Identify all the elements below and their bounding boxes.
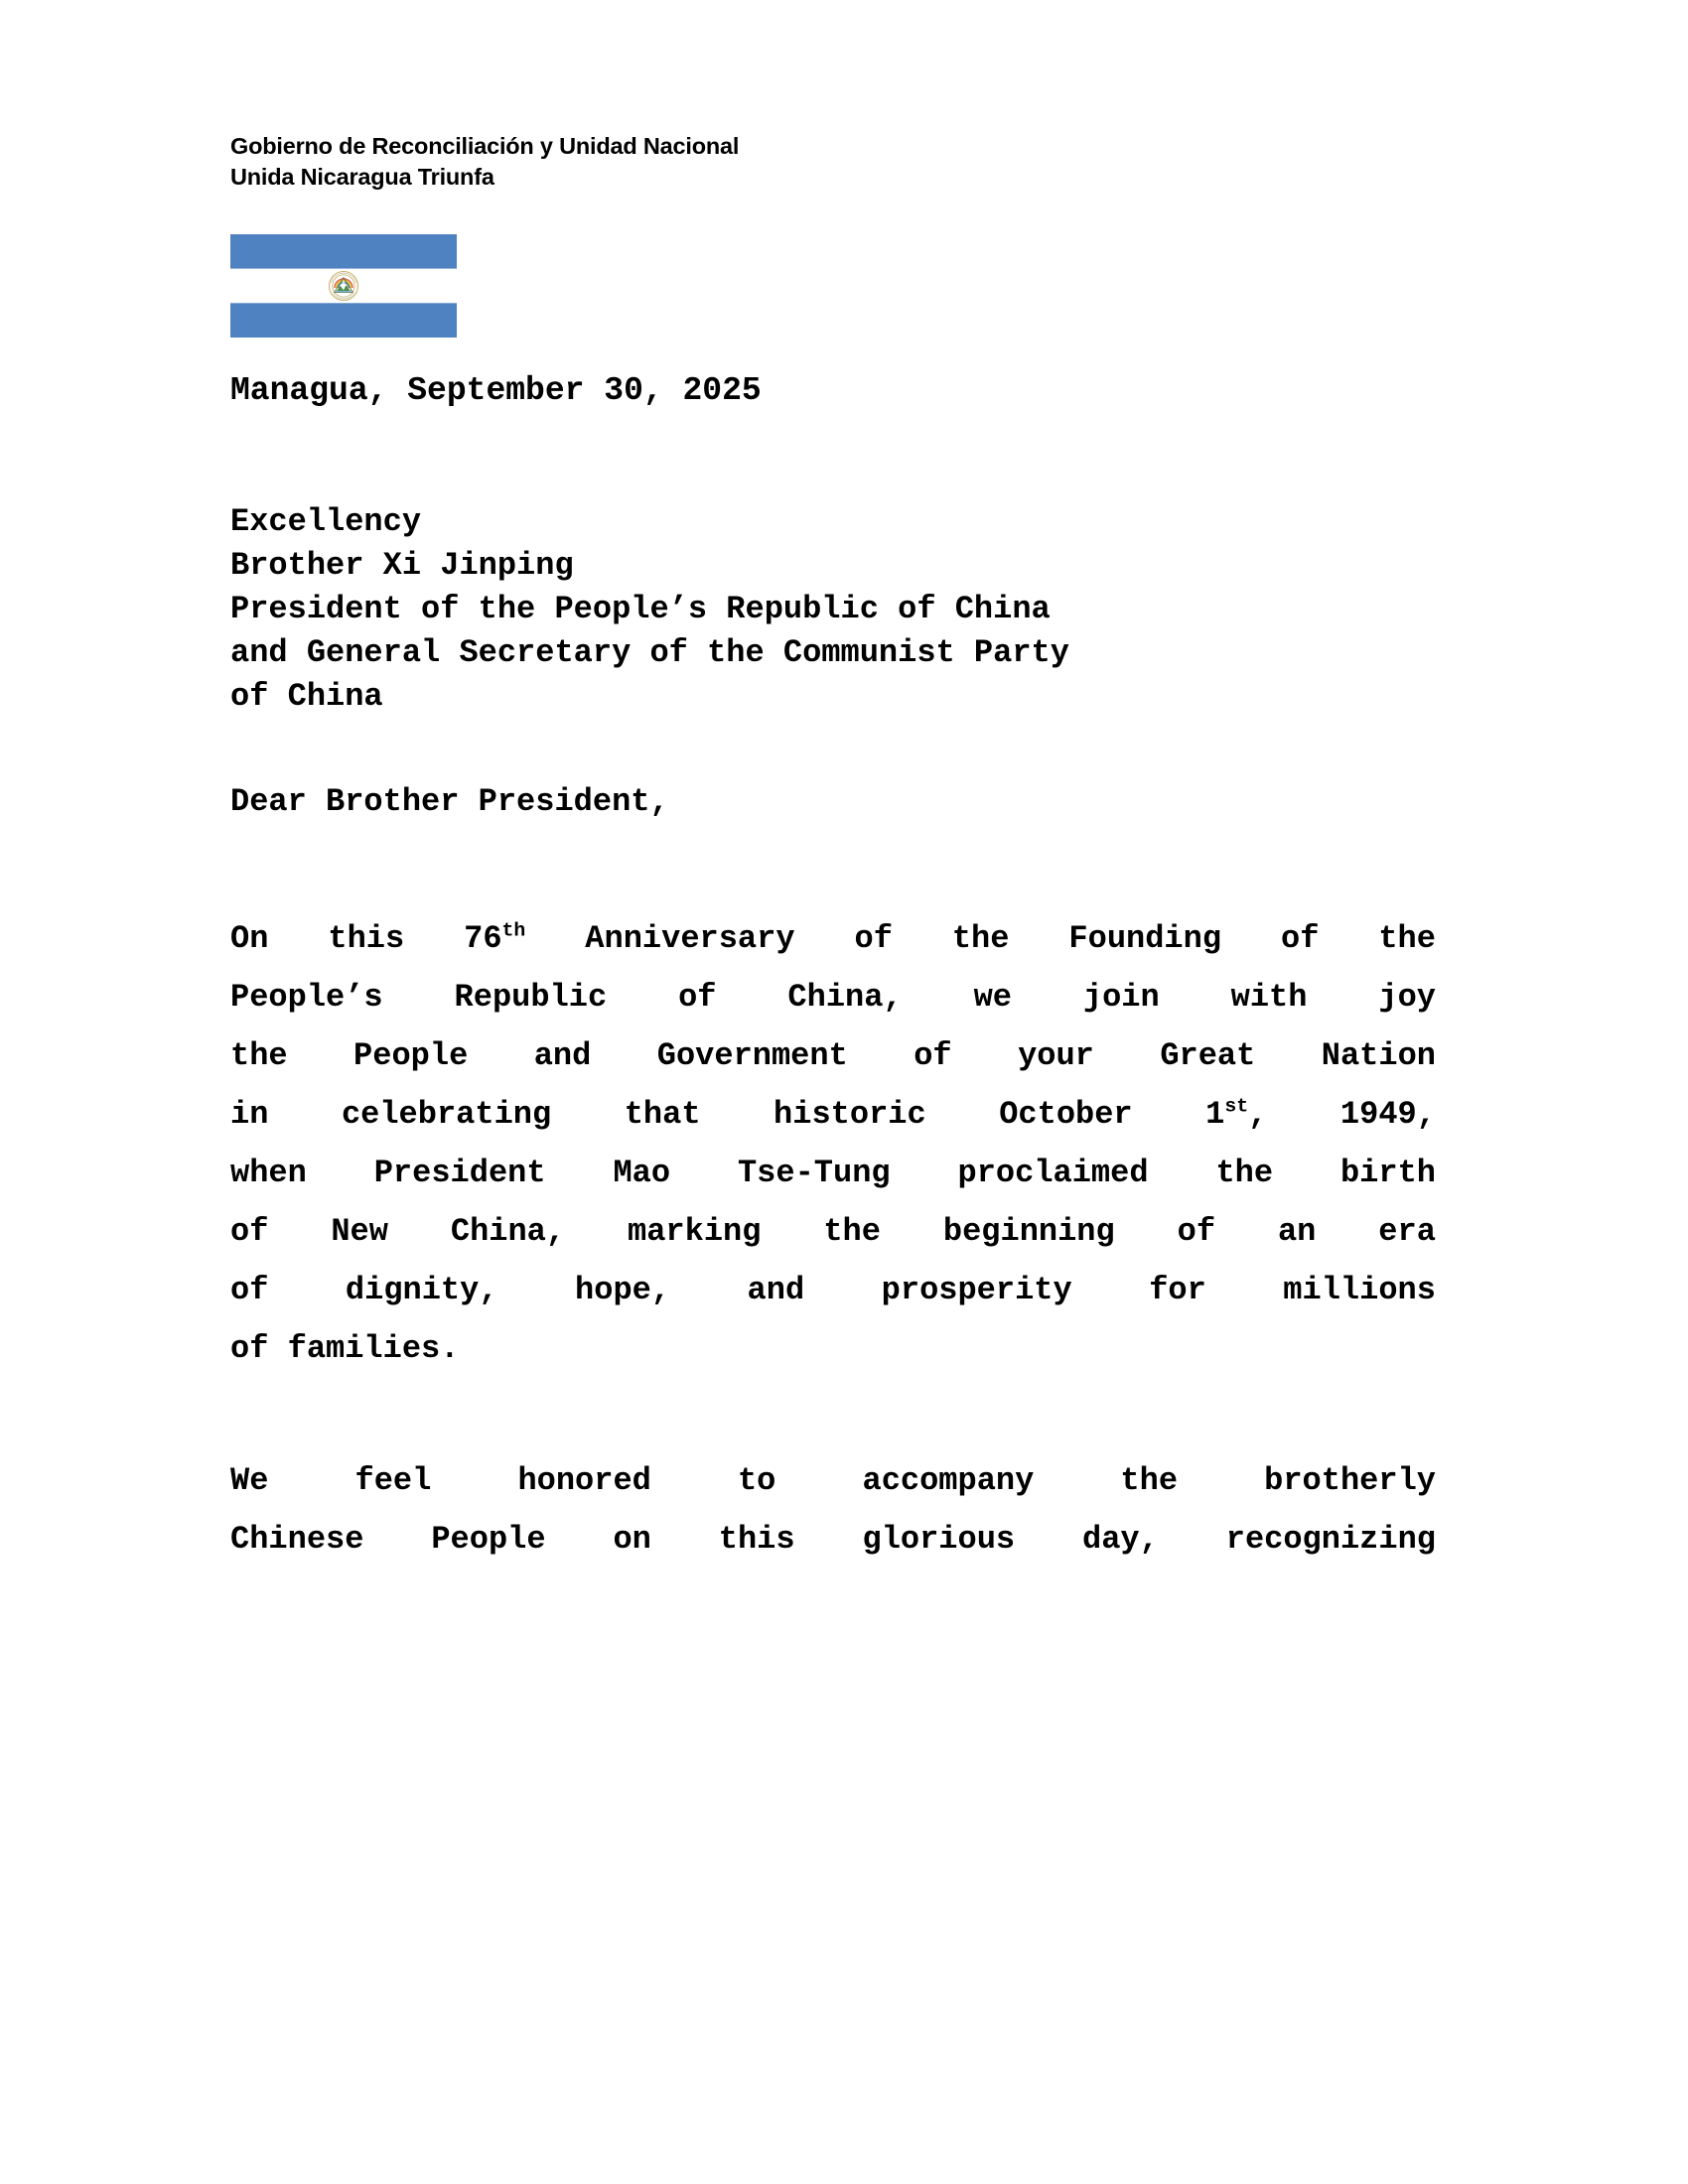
word: an xyxy=(1277,1213,1317,1250)
word: recognizing xyxy=(1225,1521,1436,1558)
recipient-address-block xyxy=(230,500,1436,719)
word: the xyxy=(230,1037,288,1074)
word: and xyxy=(533,1037,592,1074)
recipient-line-4: and General Secretary of the Communist Party xyxy=(230,634,1069,671)
word: celebrating xyxy=(341,1096,552,1133)
paragraph-line xyxy=(230,909,1436,968)
word: birth xyxy=(1339,1155,1436,1191)
word: Anniversary xyxy=(585,920,795,957)
word: of xyxy=(230,1272,269,1308)
word: of xyxy=(1280,920,1320,957)
paragraph-line xyxy=(230,1261,1436,1319)
word: On xyxy=(230,920,269,957)
word: marking xyxy=(628,1213,762,1250)
recipient-line-2: Brother Xi Jinping xyxy=(230,547,574,584)
word: of xyxy=(678,979,717,1016)
nicaragua-flag-icon xyxy=(230,234,457,338)
word: honored xyxy=(517,1462,651,1499)
letter-body xyxy=(230,357,1436,1569)
word: your xyxy=(1018,1037,1094,1074)
letter-date: Managua, September 30, 2025 xyxy=(230,372,762,409)
word: Founding xyxy=(1068,920,1222,957)
word: of xyxy=(230,1213,269,1250)
paragraph-line xyxy=(230,1085,1436,1144)
word: We xyxy=(230,1462,269,1499)
word: millions xyxy=(1283,1272,1436,1308)
spacer-after-date xyxy=(230,413,1436,500)
word: we xyxy=(973,979,1012,1016)
paragraph-line xyxy=(230,1451,1436,1510)
word: Tse-Tung xyxy=(737,1155,891,1191)
word: for xyxy=(1149,1272,1206,1308)
word: Great xyxy=(1160,1037,1256,1074)
word: President xyxy=(373,1155,546,1191)
word: proclaimed xyxy=(957,1155,1149,1191)
letter-salutation: Dear Brother President, xyxy=(230,783,669,820)
word: the xyxy=(951,920,1010,957)
paragraph-line xyxy=(230,1510,1436,1569)
letter-paragraph-2 xyxy=(230,1451,1436,1569)
word: join xyxy=(1082,979,1160,1016)
word: the xyxy=(823,1213,881,1250)
ordinal-date xyxy=(1205,1085,1267,1144)
word: when xyxy=(230,1155,307,1191)
comma: , xyxy=(1248,1096,1268,1133)
word: that xyxy=(624,1096,701,1133)
recipient-line-5: of China xyxy=(230,678,383,715)
word: joy xyxy=(1378,979,1436,1016)
word: People xyxy=(431,1521,546,1558)
word: accompany xyxy=(862,1462,1035,1499)
word: beginning xyxy=(942,1213,1115,1250)
word: with xyxy=(1230,979,1308,1016)
word: Government xyxy=(656,1037,848,1074)
word: to xyxy=(737,1462,776,1499)
word: dignity, xyxy=(345,1272,498,1308)
word: prosperity xyxy=(881,1272,1072,1308)
ordinal-number: 76 xyxy=(464,920,502,957)
word: Chinese xyxy=(230,1521,364,1558)
year: 1949, xyxy=(1339,1096,1436,1133)
word: of xyxy=(854,920,893,957)
paragraph-line xyxy=(230,1202,1436,1261)
word: feel xyxy=(354,1462,432,1499)
word: of xyxy=(914,1037,952,1074)
ordinal-anniversary xyxy=(464,909,525,968)
word: October xyxy=(999,1096,1133,1133)
word: and xyxy=(747,1272,805,1308)
word: China, xyxy=(450,1213,566,1250)
ordinal-suffix: st xyxy=(1224,1094,1249,1118)
word: New xyxy=(331,1213,388,1250)
paragraph-line-last: of families. xyxy=(230,1330,460,1367)
word: this xyxy=(718,1521,795,1558)
word: era xyxy=(1378,1213,1436,1250)
word: glorious xyxy=(862,1521,1016,1558)
spacer-after-salutation xyxy=(230,824,1436,909)
letter-paragraph-1 xyxy=(230,909,1436,1378)
word: this xyxy=(328,920,405,957)
word: in xyxy=(230,1096,269,1133)
recipient-line-1: Excellency xyxy=(230,503,422,540)
letterhead-line-2: Unida Nicaragua Triunfa xyxy=(230,164,494,190)
word: Mao xyxy=(613,1155,671,1191)
letterhead xyxy=(230,131,1442,193)
word: hope, xyxy=(575,1272,671,1308)
ordinal-suffix: th xyxy=(501,918,526,942)
spacer-between-paragraphs xyxy=(230,1378,1436,1451)
word: of xyxy=(1177,1213,1216,1250)
word: historic xyxy=(774,1096,926,1133)
paragraph-line xyxy=(230,968,1436,1026)
paragraph-line xyxy=(230,1144,1436,1202)
word: People xyxy=(353,1037,469,1074)
word: the xyxy=(1378,920,1436,957)
word: on xyxy=(613,1521,651,1558)
letterhead-line-1: Gobierno de Reconciliación y Unidad Nacional xyxy=(230,133,740,159)
recipient-line-3: President of the People’s Republic of China xyxy=(230,591,1051,627)
word: Nation xyxy=(1321,1037,1436,1074)
nicaragua-flag xyxy=(230,234,457,338)
word: the xyxy=(1215,1155,1274,1191)
ordinal-number: 1 xyxy=(1205,1096,1225,1133)
word: day, xyxy=(1082,1521,1159,1558)
paragraph-line xyxy=(230,1026,1436,1085)
word: China, xyxy=(787,979,903,1016)
word: People’s xyxy=(230,979,383,1016)
word: brotherly xyxy=(1264,1462,1436,1499)
word: the xyxy=(1120,1462,1179,1499)
spacer-after-address xyxy=(230,719,1436,780)
word: Republic xyxy=(454,979,608,1016)
